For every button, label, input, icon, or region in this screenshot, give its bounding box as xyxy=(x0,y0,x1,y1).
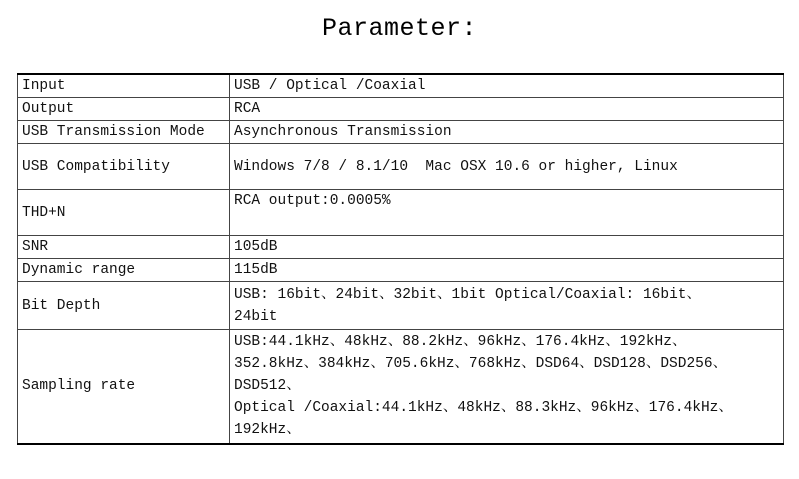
param-label: Output xyxy=(18,98,230,121)
param-value: 105dB xyxy=(230,236,784,259)
table-row xyxy=(18,74,784,98)
table-row xyxy=(18,98,784,121)
param-value: Asynchronous Transmission xyxy=(230,121,784,144)
param-value: 115dB xyxy=(230,259,784,282)
parameter-table xyxy=(17,73,784,445)
param-value: USB / Optical /Coaxial xyxy=(230,74,784,98)
param-label: Bit Depth xyxy=(18,282,230,330)
param-value: USB:44.1kHz、48kHz、88.2kHz、96kHz、176.4kHz、192kHz、 352.8kHz、384kHz、705.6kHz、768kHz、DSD64、DSD128、DSD256、 DSD512、 Optical /Coaxial:44.1kHz、48kHz、88.3kHz、96kHz、176.4kHz、 192kHz、 xyxy=(230,330,784,444)
table-row xyxy=(18,236,784,259)
param-label: USB Transmission Mode xyxy=(18,121,230,144)
param-label: THD+N xyxy=(18,190,230,236)
page-title: Parameter: xyxy=(321,14,478,43)
param-value: Windows 7/8 / 8.1/10 Mac OSX 10.6 or higher, Linux xyxy=(230,144,784,190)
param-label: SNR xyxy=(18,236,230,259)
table-row xyxy=(18,282,784,330)
param-label: Sampling rate xyxy=(18,330,230,444)
param-value: USB: 16bit、24bit、32bit、1bit Optical/Coaxial: 16bit、 24bit xyxy=(230,282,784,330)
param-label: USB Compatibility xyxy=(18,144,230,190)
table-row xyxy=(18,330,784,444)
table-row xyxy=(18,121,784,144)
table-row xyxy=(18,190,784,236)
param-label: Input xyxy=(18,74,230,98)
table-row xyxy=(18,259,784,282)
param-value: RCA output:0.0005% xyxy=(230,190,784,236)
param-label: Dynamic range xyxy=(18,259,230,282)
table-row xyxy=(18,144,784,190)
param-value: RCA xyxy=(230,98,784,121)
